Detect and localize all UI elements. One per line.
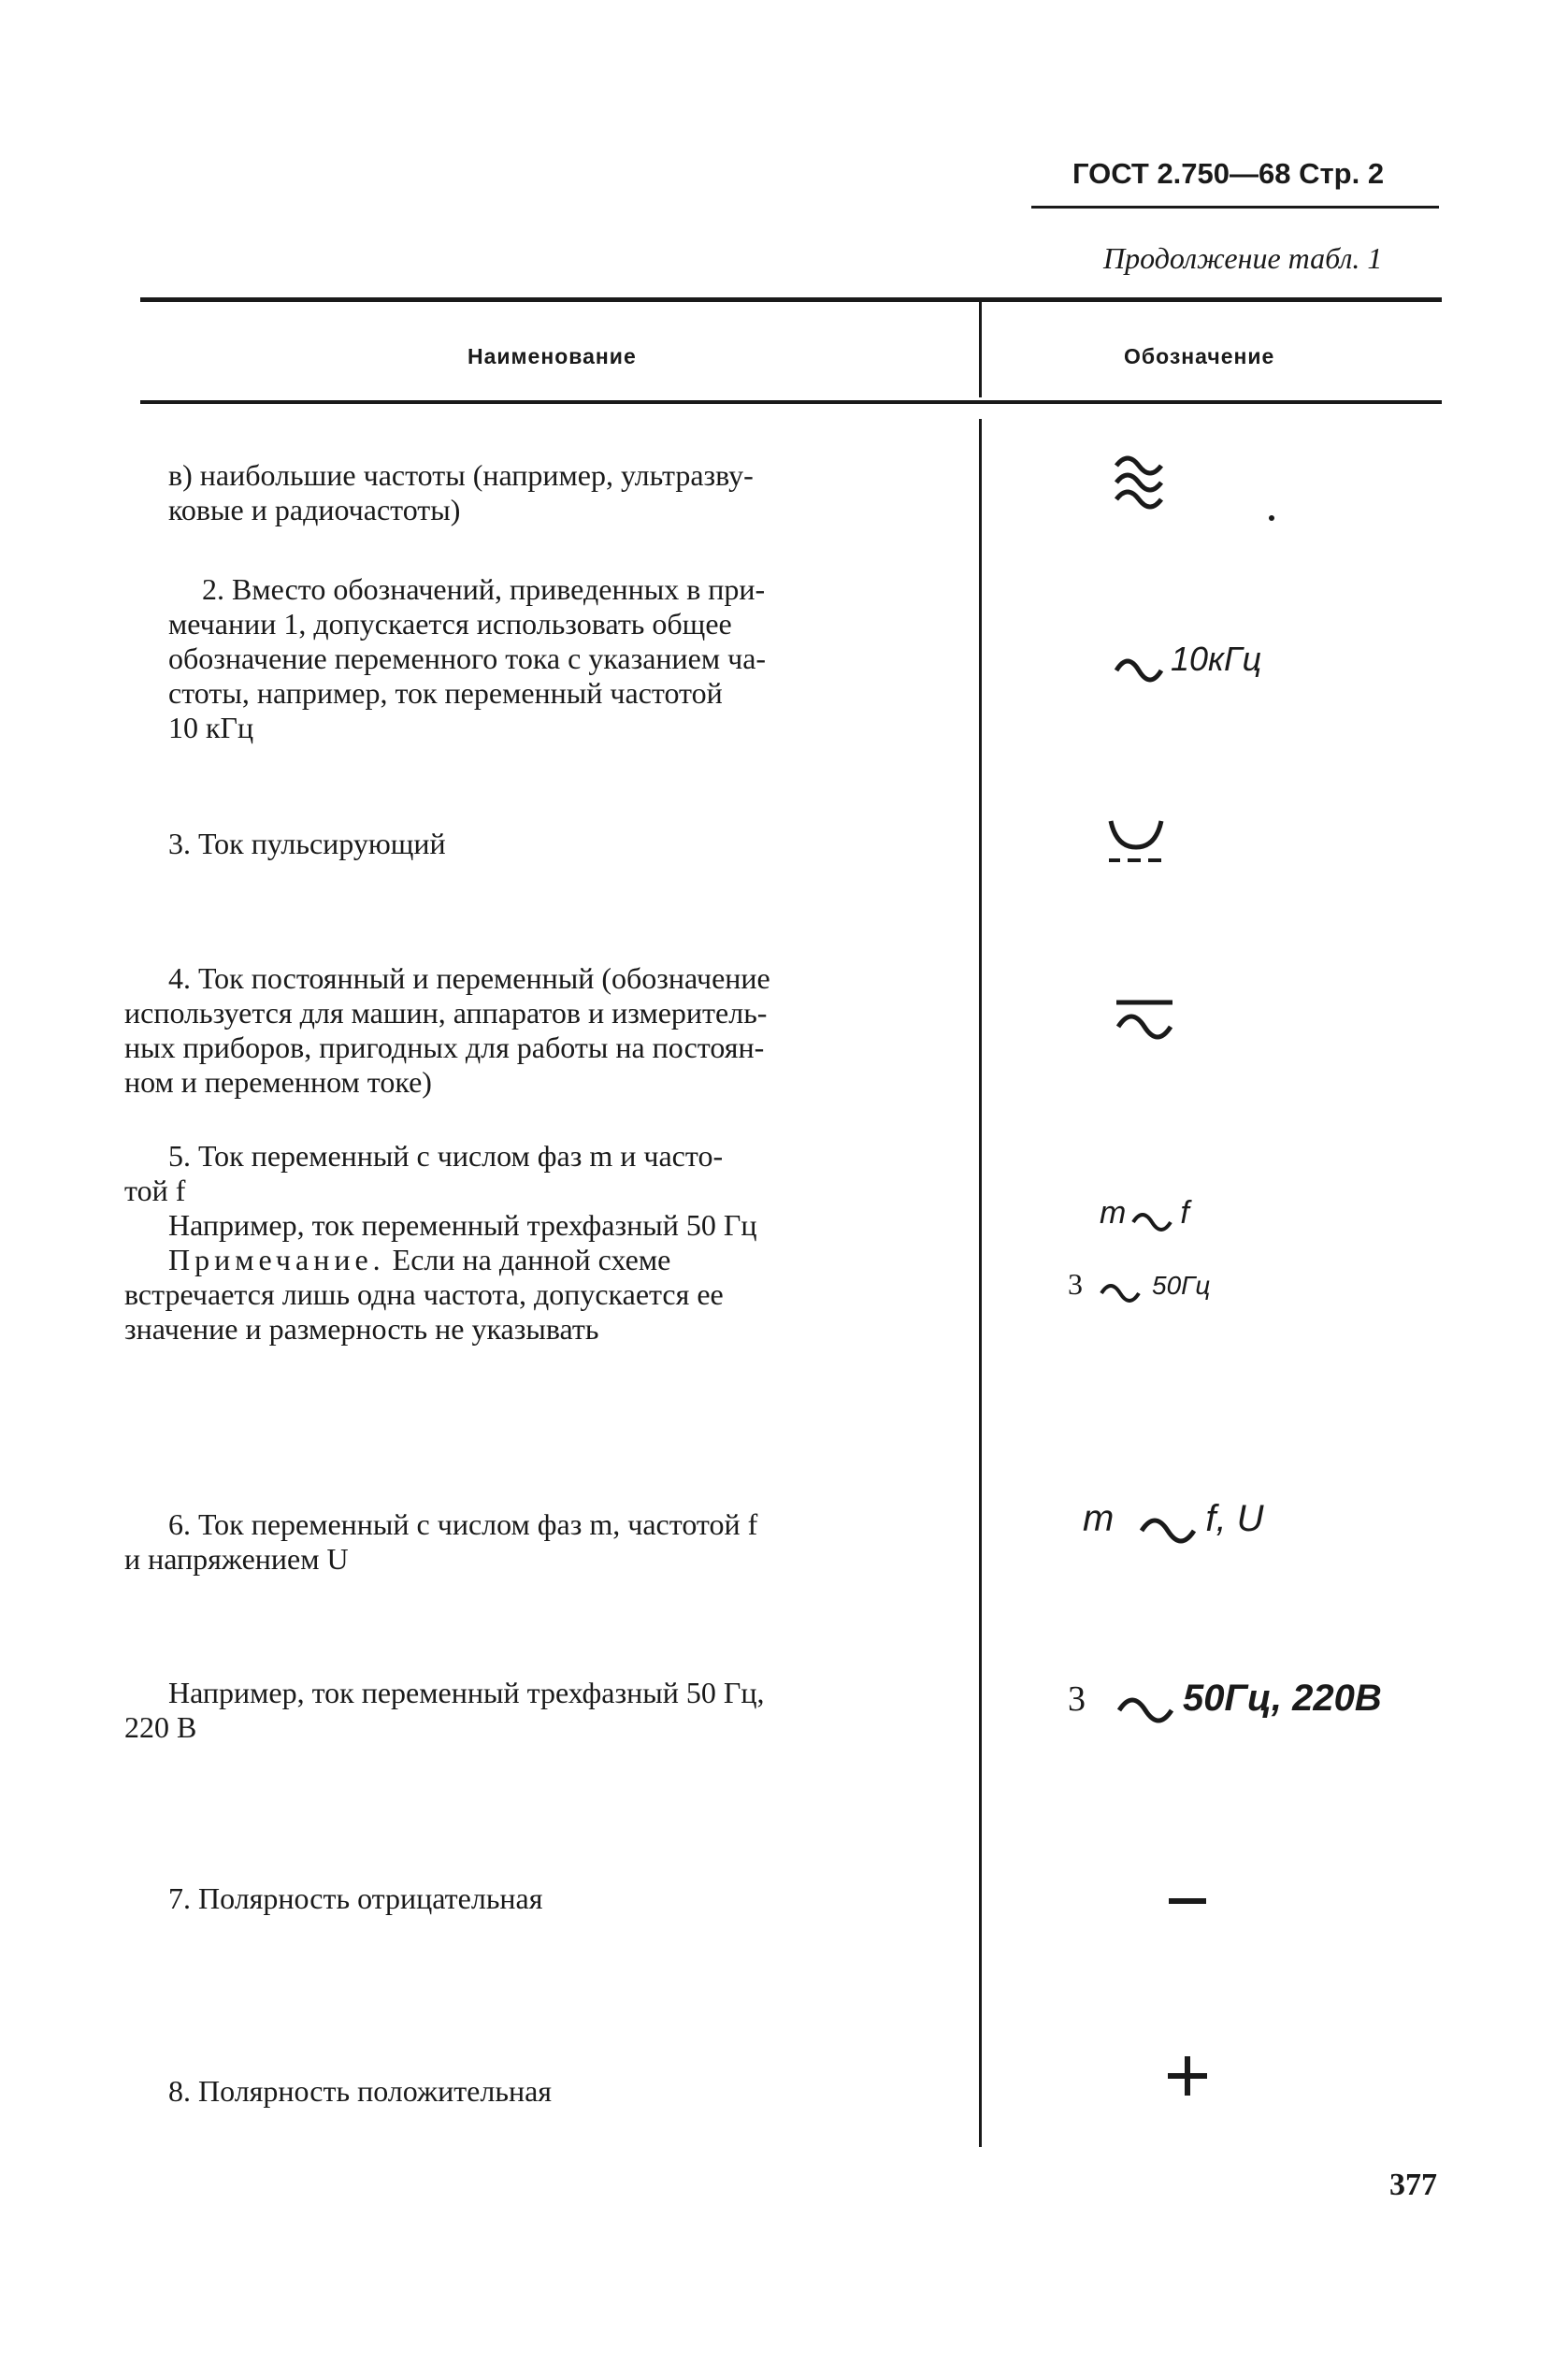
header-column-divider [979, 302, 982, 397]
row-4-line: ном и переменном токе) [124, 1065, 432, 1099]
row-v-line: ковые и радиочастоты) [168, 493, 461, 526]
row-2-line: стоты, например, ток переменный частотой [168, 676, 723, 710]
row-2-symbol [1113, 640, 1261, 684]
header-bottom-rule [140, 400, 1442, 404]
row-6-example-description [124, 1676, 935, 1745]
phase-count: 3 [1068, 1267, 1083, 1301]
frequency-f: f [1180, 1195, 1189, 1231]
row-5-note [124, 1243, 935, 1347]
row-4-line: ных приборов, пригодных для работы на постоян- [124, 1030, 765, 1064]
row-5-description [124, 1139, 935, 1243]
row-v-symbol [1111, 447, 1279, 536]
row-7-description [168, 1881, 935, 1916]
note-label: Примечание. [168, 1243, 385, 1276]
row-3-line: 3. Ток пульсирующий [168, 827, 446, 860]
row-8-symbol [1165, 2053, 1210, 2103]
frequency-voltage: f, U [1205, 1498, 1264, 1539]
row-3-symbol [1103, 812, 1169, 874]
ac-wave-icon [1136, 1508, 1201, 1546]
note-text: встречается лишь одна частота, допускается ее [124, 1277, 724, 1311]
row-5-symbol [1100, 1195, 1189, 1233]
row-8-description [168, 2074, 935, 2109]
ac-wave-icon [1114, 1688, 1179, 1725]
row-2-description [168, 572, 935, 745]
column-header-name: Наименование [468, 344, 637, 368]
minus-icon [1167, 1895, 1208, 1908]
note-text: Если на данной схеме [392, 1243, 671, 1276]
plus-icon [1165, 2053, 1210, 2098]
row-6-symbol [1083, 1498, 1264, 1546]
phase-count: 3 [1068, 1679, 1086, 1719]
row-v-line: в) наибольшие частоты (например, ультразву- [168, 458, 754, 492]
row-4-description [124, 961, 935, 1100]
row-3-description [168, 827, 935, 861]
row-5-line: той f [124, 1174, 186, 1207]
row-4-line: используется для машин, аппаратов и измеритель- [124, 996, 768, 1030]
phase-count-m: m [1083, 1498, 1115, 1539]
row-6-example-line: 220 В [124, 1710, 197, 1744]
phase-count-m: m [1100, 1195, 1127, 1231]
row-2-frequency: 10кГц [1171, 640, 1262, 678]
row-6-description [124, 1507, 935, 1577]
row-7-line: 7. Полярность отрицательная [168, 1881, 543, 1915]
ac-wave-icon [1096, 1276, 1148, 1304]
ac-wave-icon [1113, 650, 1167, 684]
table-top-rule [140, 297, 1442, 302]
row-5-example: Например, ток переменный трехфазный 50 Гц [168, 1208, 757, 1242]
row-4-symbol [1113, 995, 1178, 1046]
row-2-line: обозначение переменного тока с указанием ча- [168, 641, 767, 675]
row-5-line: 5. Ток переменный с числом фаз m и часто- [168, 1139, 724, 1173]
table-continuation-label: Продолжение табл. 1 [1103, 241, 1383, 275]
row-2-line: 10 кГц [168, 711, 254, 744]
document-header: ГОСТ 2.750—68 Стр. 2 [1072, 157, 1385, 190]
ac-wave-icon [1129, 1205, 1176, 1233]
dc-ac-icon [1113, 995, 1178, 1042]
page-number: 377 [1389, 2168, 1437, 2202]
triple-wave-icon [1111, 447, 1279, 531]
row-4-line: 4. Ток постоянный и переменный (обозначение [168, 961, 770, 995]
column-header-symbol: Обозначение [1124, 344, 1275, 368]
frequency-voltage-value: 50Гц, 220В [1183, 1678, 1382, 1719]
row-8-line: 8. Полярность положительная [168, 2074, 552, 2108]
note-text: значение и размерность не указывать [124, 1312, 599, 1346]
row-6-line: 6. Ток переменный с числом фаз m, частотой f [168, 1507, 758, 1541]
header-rule [1031, 206, 1439, 209]
row-2-line: мечании 1, допускается использовать общее [168, 607, 732, 641]
pulsating-current-icon [1103, 812, 1169, 870]
row-6-example-line: Например, ток переменный трехфазный 50 Гц, [168, 1676, 765, 1709]
frequency-value: 50Гц [1152, 1271, 1211, 1300]
row-2-line: 2. Вместо обозначений, приведенных в при- [202, 572, 766, 606]
table-column-divider [979, 419, 982, 2147]
row-5-example-symbol [1068, 1267, 1210, 1304]
row-7-symbol [1167, 1895, 1208, 1912]
row-6-line: и напряжением U [124, 1542, 349, 1576]
row-v-description [168, 458, 935, 527]
row-6-example-symbol [1068, 1678, 1382, 1725]
